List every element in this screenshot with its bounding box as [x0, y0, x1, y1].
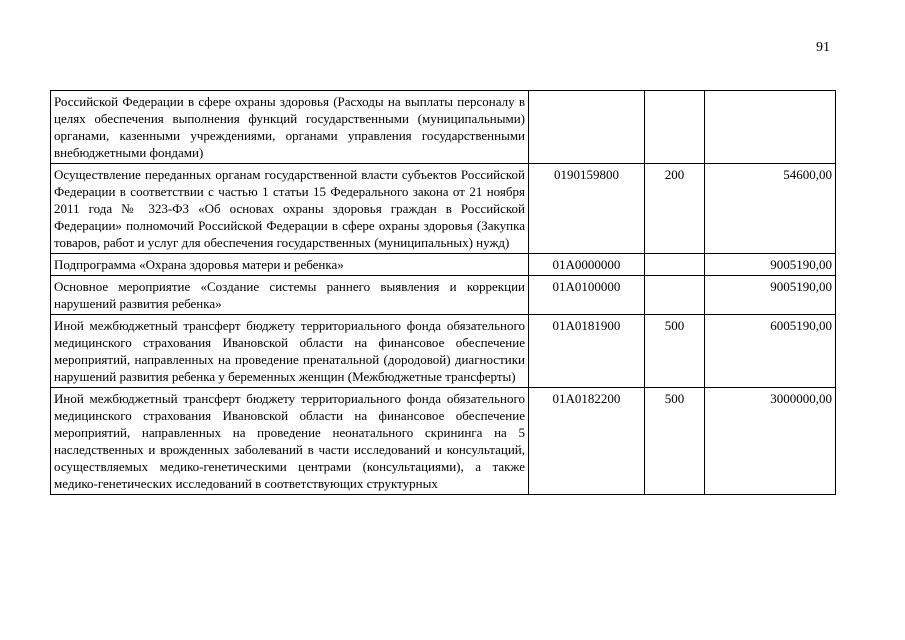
row-expense-type	[645, 276, 705, 315]
row-amount: 9005190,00	[705, 276, 836, 315]
row-amount: 6005190,00	[705, 315, 836, 388]
table-row	[51, 164, 836, 254]
table-row	[51, 276, 836, 315]
table-row	[51, 254, 836, 276]
page-number: 91	[816, 40, 830, 55]
table-row	[51, 315, 836, 388]
row-amount: 9005190,00	[705, 254, 836, 276]
row-name: Подпрограмма «Охрана здоровья матери и ребенка»	[51, 254, 529, 276]
row-target-code: 01А0182200	[529, 388, 645, 495]
row-amount: 3000000,00	[705, 388, 836, 495]
row-target-code: 01А0181900	[529, 315, 645, 388]
table-row	[51, 91, 836, 164]
row-name: Осуществление переданных органам государственной власти субъектов Российской Федерации в соответствии с частью 1 статьи 15 Федерального закона от 21 ноября 2011 года № 323-ФЗ «Об основах охраны здоровья граждан в Российской Федерации» полномочий Российской Федерации в сфере охраны здоровья (Закупка товаров, работ и услуг для обеспечения государственных (муниципальных) нужд)	[51, 164, 529, 254]
row-amount	[705, 91, 836, 164]
row-expense-type: 200	[645, 164, 705, 254]
row-amount: 54600,00	[705, 164, 836, 254]
row-target-code: 0190159800	[529, 164, 645, 254]
row-name: Иной межбюджетный трансферт бюджету территориального фонда обязательного медицинского страхования Ивановской области на финансовое обеспечение мероприятий, направленных на проведение пренатальной (дородовой) диагностики нарушений развития ребенка у беременных женщин (Межбюджетные трансферты)	[51, 315, 529, 388]
budget-table	[50, 90, 836, 495]
row-name: Российской Федерации в сфере охраны здоровья (Расходы на выплаты персоналу в целях обеспечения выполнения функций государственными (муниципальными) органами, казенными учреждениями, органами управления государственными внебюджетными фондами)	[51, 91, 529, 164]
row-target-code: 01А0100000	[529, 276, 645, 315]
table-row	[51, 388, 836, 495]
row-expense-type	[645, 91, 705, 164]
row-target-code	[529, 91, 645, 164]
row-name: Основное мероприятие «Создание системы раннего выявления и коррекции нарушений развития ребенка»	[51, 276, 529, 315]
row-name: Иной межбюджетный трансферт бюджету территориального фонда обязательного медицинского страхования Ивановской области на финансовое обеспечение мероприятий, направленных на проведение неонатального скрининга на 5 наследственных и врожденных заболеваний в части исследований и консультаций, осуществляемых медико-генетическими центрами (консультациями), а также медико-генетических исследований в соответствующих структурных	[51, 388, 529, 495]
row-expense-type: 500	[645, 388, 705, 495]
row-target-code: 01А0000000	[529, 254, 645, 276]
row-expense-type: 500	[645, 315, 705, 388]
row-expense-type	[645, 254, 705, 276]
